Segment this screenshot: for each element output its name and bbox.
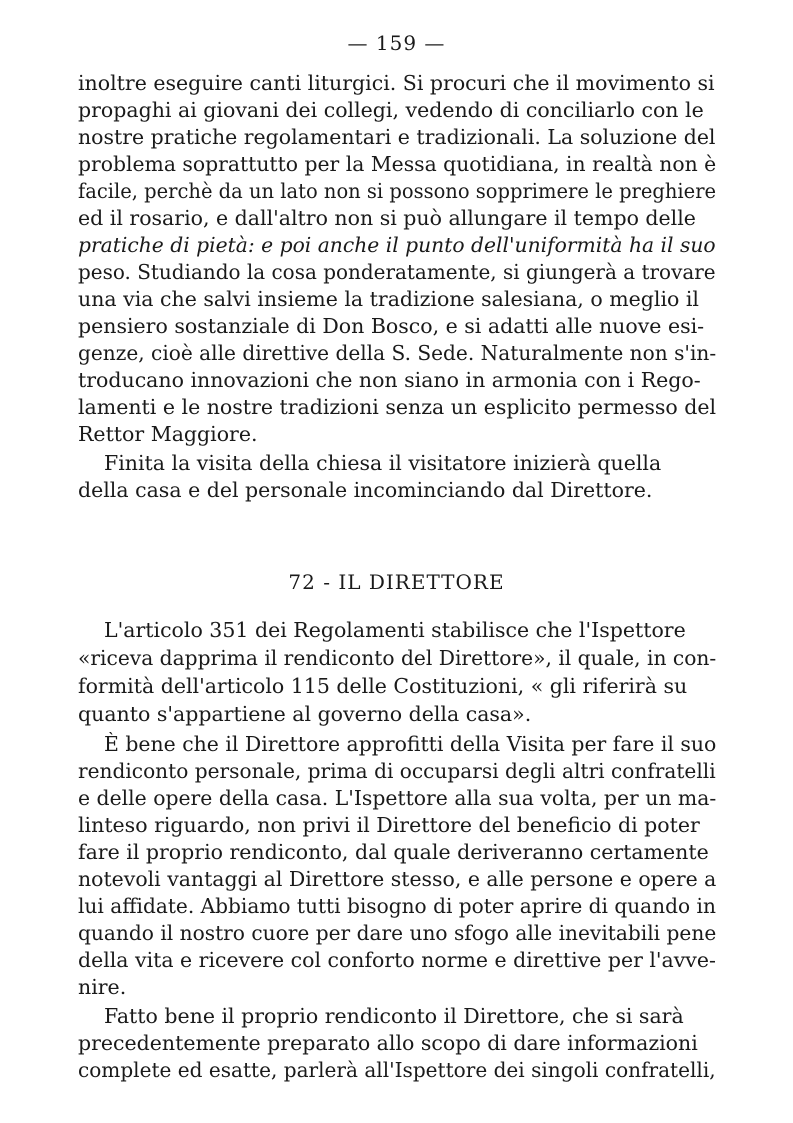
text-line: e delle opere della casa. L'Ispettore alla sua volta, per un ma- xyxy=(78,786,717,810)
text-line: una via che salvi insieme la tradizione salesiana, o meglio il xyxy=(78,287,699,311)
text-line: quando il nostro cuore per dare uno sfogo alle inevitabili pene xyxy=(78,921,717,945)
text-line: genze, cioè alle direttive della S. Sede. Naturalmente non s'in- xyxy=(78,341,717,365)
text-line: rendiconto personale, prima di occuparsi degli altri confratelli xyxy=(78,759,716,783)
text-line: propaghi ai giovani dei collegi, vedendo di conciliarlo con le xyxy=(78,98,704,122)
text-line: precedentemente preparato allo scopo di dare informazioni xyxy=(78,1031,698,1055)
text-line: «riceva dapprima il rendiconto del Direttore», il quale, in con- xyxy=(78,646,717,670)
text-line: peso. Studiando la cosa ponderatamente, si giungerà a trovare xyxy=(78,260,716,284)
text-line: Fatto bene il proprio rendiconto il Direttore, che si sarà xyxy=(104,1004,684,1028)
page-number: — 159 — xyxy=(347,31,446,55)
section-heading: 72 - IL DIRETTORE xyxy=(288,570,505,594)
text-line: facile, perchè da un lato non si possono sopprimere le preghiere xyxy=(78,179,717,203)
text-line: ed il rosario, e dall'altro non si può allungare il tempo delle xyxy=(78,206,696,230)
text-line: pratiche di pietà: e poi anche il punto dell'uniformità ha il suo xyxy=(78,233,716,257)
text-line: troducano innovazioni che non siano in armonia con i Rego- xyxy=(78,368,701,392)
text-line: lamenti e le nostre tradizioni senza un esplicito permesso del xyxy=(78,395,717,419)
text-line: problema soprattutto per la Messa quotidiana, in realtà non è xyxy=(78,152,717,176)
text-line: nostre pratiche regolamentari e tradizionali. La soluzione del xyxy=(78,125,716,149)
text-line: L'articolo 351 dei Regolamenti stabilisce che l'Ispettore xyxy=(104,618,686,642)
text-line: inoltre eseguire canti liturgici. Si procuri che il movimento si xyxy=(78,71,715,95)
text-line: quanto s'appartiene al governo della casa». xyxy=(78,702,532,726)
text-line: pensiero sostanziale di Don Bosco, e si adatti alle nuove esi- xyxy=(78,314,705,338)
text-line: fare il proprio rendiconto, dal quale deriveranno certamente xyxy=(78,840,709,864)
text-line: linteso riguardo, non privi il Direttore del beneficio di poter xyxy=(78,813,700,837)
text-line: nire. xyxy=(78,975,127,999)
text-line: formità dell'articolo 115 delle Costituzioni, « gli riferirà su xyxy=(78,674,688,698)
text-line: Rettor Maggiore. xyxy=(78,422,258,446)
text-line: della vita e ricevere col conforto norme e direttive per l'avve- xyxy=(78,948,716,972)
text-line: della casa e del personale incominciando dal Direttore. xyxy=(78,478,653,502)
text-line: lui affidate. Abbiamo tutti bisogno di poter aprire di quando in xyxy=(78,894,716,918)
text-line: È bene che il Direttore approfitti della Visita per fare il suo xyxy=(104,732,717,756)
text-line: complete ed esatte, parlerà all'Ispettore dei singoli confratelli, xyxy=(78,1058,716,1082)
text-line: Finita la visita della chiesa il visitatore inizierà quella xyxy=(104,451,662,475)
text-line: notevoli vantaggi al Direttore stesso, e alle persone e opere a xyxy=(78,867,717,891)
